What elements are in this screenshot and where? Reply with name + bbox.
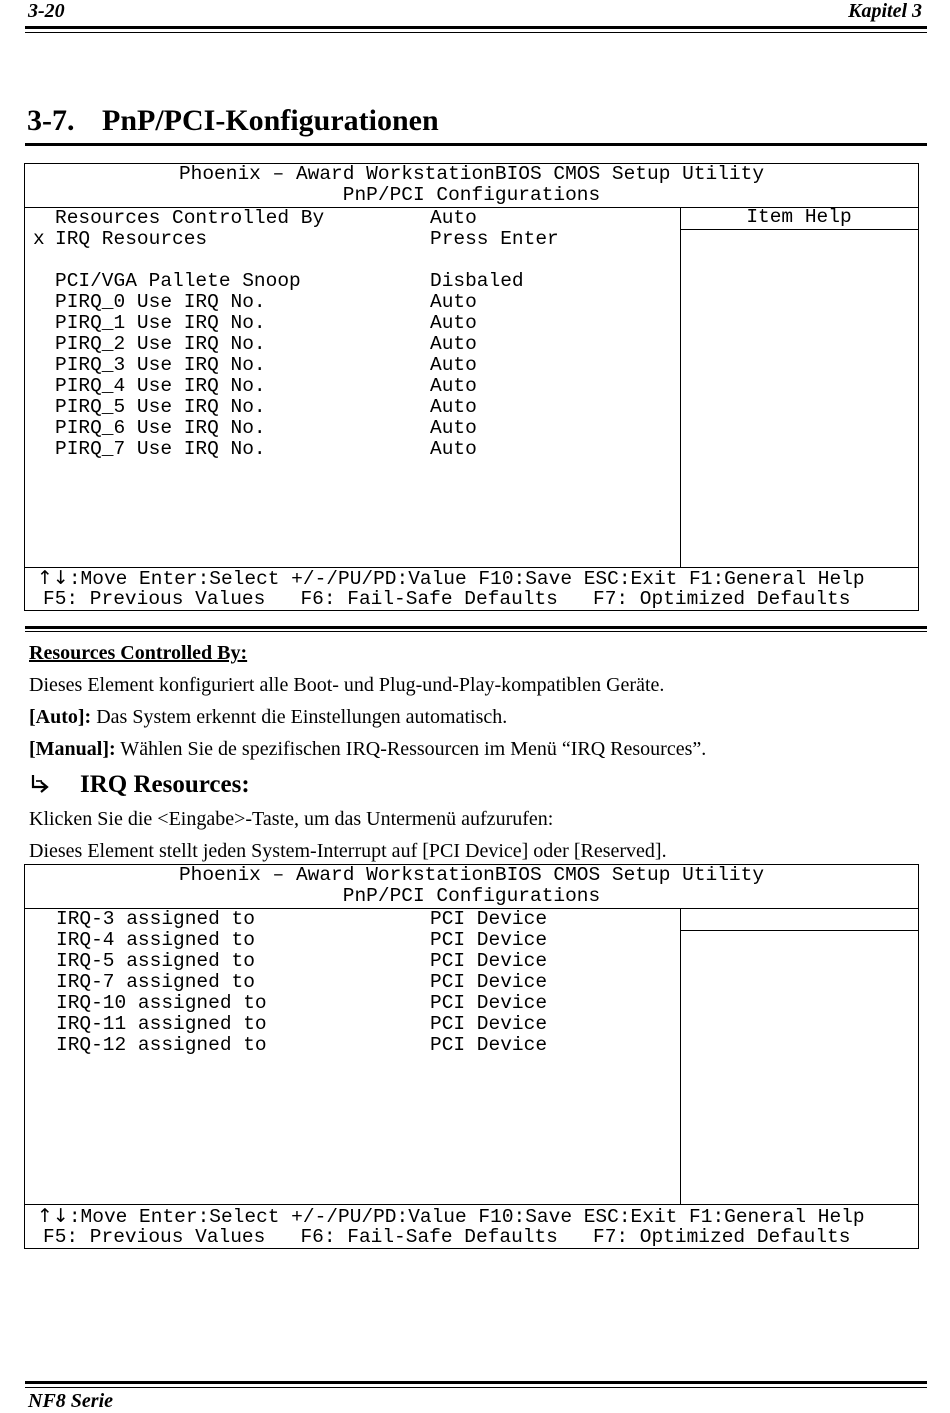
chapter-label: Kapitel 3	[848, 0, 922, 22]
setting-label[interactable]: PIRQ_1 Use IRQ No.	[55, 312, 266, 334]
irq-resources-heading: IRQ Resources:	[80, 771, 250, 798]
setting-value[interactable]: Press Enter	[430, 228, 559, 250]
bios-title-line2: PnP/PCI Configurations	[342, 184, 601, 206]
irq-value[interactable]: PCI Device	[430, 950, 548, 972]
irq-value[interactable]: PCI Device	[430, 929, 548, 951]
setting-value[interactable]: Disbaled	[430, 270, 524, 292]
irq-description: Dieses Element stellt jeden System-Interrupt auf [PCI Device] oder [Reserved].	[29, 840, 667, 862]
setting-value[interactable]: Auto	[430, 354, 477, 376]
section-number: 3-7.	[27, 104, 75, 137]
irq-label[interactable]: IRQ-12 assigned to	[56, 1034, 267, 1056]
footer-rule-thick	[25, 1381, 927, 1384]
manual-label: [Manual]:	[29, 738, 116, 760]
auto-option-text	[29, 706, 507, 729]
setting-label[interactable]: PIRQ_3 Use IRQ No.	[55, 354, 266, 376]
setting-prefix	[33, 418, 45, 439]
bios-footer-line2: F5: Previous Values F6: Fail-Safe Defaults F7: Optimized Defaults	[43, 588, 851, 610]
manual-option-text	[29, 738, 706, 761]
irq-label[interactable]: IRQ-10 assigned to	[56, 992, 267, 1014]
irq-value[interactable]: PCI Device	[430, 992, 548, 1014]
setting-prefix: x	[33, 228, 45, 250]
setting-prefix	[33, 376, 45, 397]
help-panel-divider	[680, 207, 681, 567]
setting-label[interactable]: Resources Controlled By	[55, 207, 325, 229]
bios2-footer-keys: :Move Enter:Select +/-/PU/PD:Value F10:Save ESC:Exit F1:General Help	[68, 1206, 865, 1228]
setting-label[interactable]: PIRQ_2 Use IRQ No.	[55, 333, 266, 355]
footer-rule-thin	[25, 1387, 927, 1388]
setting-label[interactable]: PIRQ_5 Use IRQ No.	[55, 396, 266, 418]
setting-prefix	[33, 292, 45, 313]
resources-heading: Resources Controlled By:	[29, 642, 248, 664]
setting-prefix	[33, 313, 45, 334]
irq-value[interactable]: PCI Device	[430, 908, 548, 930]
page-number: 3-20	[28, 0, 65, 22]
irq-label[interactable]: IRQ-7 assigned to	[56, 971, 255, 993]
divider-rule-thin	[25, 631, 927, 632]
auto-label: [Auto]:	[29, 706, 92, 728]
bios2-title-line2: PnP/PCI Configurations	[342, 885, 601, 907]
bios-title-line1: Phoenix – Award WorkstationBIOS CMOS Setup Utility	[178, 163, 765, 185]
auto-description: Das System erkennt die Einstellungen automatisch.	[91, 706, 508, 728]
bios-screen-irq-resources	[24, 864, 919, 1249]
setting-value[interactable]: Auto	[430, 207, 477, 229]
setting-label[interactable]: PIRQ_6 Use IRQ No.	[55, 417, 266, 439]
setting-prefix	[33, 271, 45, 292]
header-rule-thick	[25, 26, 927, 29]
header-rule-thin	[25, 32, 927, 33]
irq-value[interactable]: PCI Device	[430, 1013, 548, 1035]
setting-prefix	[33, 208, 45, 229]
irq-instruction: Klicken Sie die <Eingabe>-Taste, um das Untermenü aufzurufen:	[29, 808, 554, 830]
item-help-title: Item Help	[746, 206, 852, 228]
bios2-footer-line2: F5: Previous Values F6: Fail-Safe Defaults F7: Optimized Defaults	[43, 1226, 851, 1248]
irq-label[interactable]: IRQ-11 assigned to	[56, 1013, 267, 1035]
arrow-keys-icon: ↑↓	[37, 1205, 69, 1227]
setting-prefix	[33, 355, 45, 376]
setting-prefix	[33, 250, 45, 271]
setting-prefix	[33, 397, 45, 418]
setting-label[interactable]: PIRQ_0 Use IRQ No.	[55, 291, 266, 313]
setting-value[interactable]: Auto	[430, 312, 477, 334]
hand-pointer-icon	[28, 772, 54, 798]
resources-description: Dieses Element konfiguriert alle Boot- und Plug-und-Play-kompatiblen Geräte.	[29, 674, 665, 696]
bios2-footer-separator	[25, 1204, 918, 1205]
setting-prefix	[33, 439, 45, 460]
setting-value[interactable]: Auto	[430, 438, 477, 460]
setting-value[interactable]: Auto	[430, 375, 477, 397]
setting-label[interactable]: PCI/VGA Pallete Snoop	[55, 270, 301, 292]
divider-rule-thick	[25, 626, 927, 629]
section-rule	[25, 143, 927, 146]
section-title	[27, 104, 439, 138]
setting-value[interactable]: Auto	[430, 396, 477, 418]
setting-prefix	[33, 334, 45, 355]
bios-screen-pnp-pci	[24, 163, 919, 611]
manual-description: Wählen Sie de spezifischen IRQ-Ressourcen im Menü “IRQ Resources”.	[115, 738, 707, 760]
bios-footer-line1	[37, 568, 865, 590]
irq-label[interactable]: IRQ-5 assigned to	[56, 950, 255, 972]
bios2-title-line1: Phoenix – Award WorkstationBIOS CMOS Setup Utility	[178, 864, 765, 886]
bios2-footer-line1	[37, 1206, 865, 1228]
setting-label[interactable]: PIRQ_7 Use IRQ No.	[55, 438, 266, 460]
series-label: NF8 Serie	[28, 1390, 113, 1412]
help-title-separator	[680, 229, 918, 230]
irq-label[interactable]: IRQ-4 assigned to	[56, 929, 255, 951]
setting-value[interactable]: Auto	[430, 333, 477, 355]
setting-value[interactable]: Auto	[430, 417, 477, 439]
arrow-keys-icon: ↑↓	[37, 567, 69, 589]
help2-panel-divider	[680, 908, 681, 1204]
irq-label[interactable]: IRQ-3 assigned to	[56, 908, 255, 930]
setting-label[interactable]: IRQ Resources	[55, 228, 208, 250]
setting-label[interactable]: PIRQ_4 Use IRQ No.	[55, 375, 266, 397]
irq-value[interactable]: PCI Device	[430, 1034, 548, 1056]
help2-title-separator	[680, 930, 918, 931]
bios-footer-keys: :Move Enter:Select +/-/PU/PD:Value F10:Save ESC:Exit F1:General Help	[68, 568, 865, 590]
section-title-text: PnP/PCI-Konfigurationen	[102, 104, 439, 137]
setting-value[interactable]: Auto	[430, 291, 477, 313]
irq-value[interactable]: PCI Device	[430, 971, 548, 993]
